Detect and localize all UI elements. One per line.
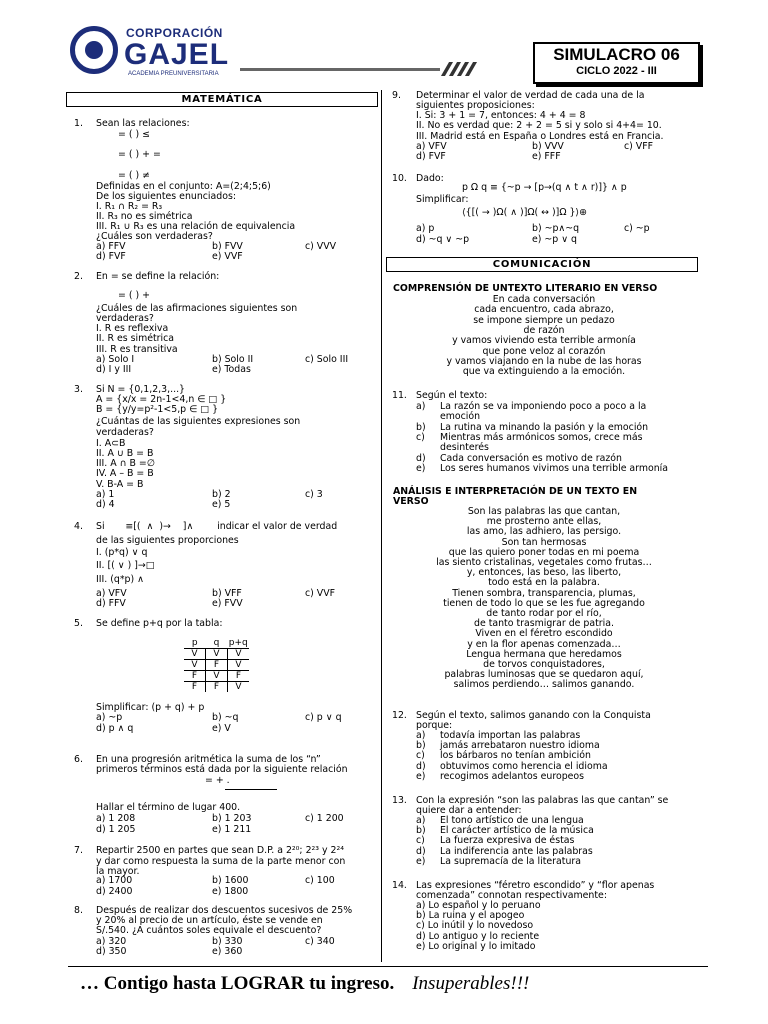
- poem-line: y, entonces, las beso, las liberto,: [466, 567, 622, 579]
- question-number: 7.: [74, 845, 83, 856]
- question-text: Si ≡[( ∧ )→ ]∧ indicar el valor de verdad: [96, 521, 338, 532]
- answer-option: a) VFV: [96, 588, 127, 599]
- poem-line: que pone veloz al corazón: [482, 345, 606, 357]
- question-text: Con la expresión “son las palabras las que cantan” se: [416, 795, 669, 806]
- column-divider: [381, 90, 382, 962]
- option-letter: b): [416, 421, 426, 433]
- question-text: II. A ∪ B = B: [96, 448, 154, 459]
- section-header-math: MATEMÁTICA: [66, 92, 378, 107]
- table-cell: F: [206, 682, 228, 693]
- option-letter: d): [416, 760, 426, 772]
- footer-rule: [68, 966, 708, 967]
- table-cell: V: [228, 660, 250, 671]
- question-text: V. B-A = B: [96, 479, 144, 490]
- answer-option: d) 4: [96, 499, 115, 510]
- answer-option: a) p: [416, 223, 435, 234]
- question-text: ¿Cuántas de las siguientes expresiones son: [96, 416, 301, 427]
- answer-option: a) 1 208: [96, 813, 136, 824]
- question-text: de las siguientes proporciones: [96, 535, 239, 546]
- answer-option: a) Solo I: [96, 354, 135, 365]
- question-text: y dar como respuesta la suma de la parte menor con: [96, 856, 346, 867]
- poem-line: que las quiero poner todas en mi poema: [448, 546, 640, 558]
- option-letter: c): [416, 750, 425, 762]
- question-text: primeros términos está dada por la siguiente relación: [96, 764, 348, 775]
- question-text: I. A⊂B: [96, 438, 126, 449]
- truth-table-row: [184, 682, 249, 693]
- question-text: siguientes proposiciones:: [416, 100, 535, 111]
- answer-option: b) ~q: [212, 712, 239, 723]
- question-number: 3.: [74, 384, 83, 395]
- footer-tagline: Insuperables!!!: [412, 973, 530, 994]
- question-text: II. [( ∨ ) ]→□: [96, 560, 155, 571]
- question-number: 2.: [74, 271, 83, 282]
- option-letter: b): [416, 740, 426, 752]
- table-cell: V: [184, 649, 206, 660]
- option-text: d) Lo antiguo y lo reciente: [416, 930, 540, 942]
- question-text: I. (p*q) ∨ q: [96, 547, 148, 558]
- answer-option: c) 3: [305, 489, 323, 500]
- question-text: verdaderas?: [96, 427, 154, 438]
- poem-line: me prosterno ante ellas,: [486, 516, 602, 528]
- answer-option: b) 330: [212, 936, 243, 947]
- answer-option: d) ~q ∨ ~p: [416, 234, 470, 245]
- table-cell: F: [206, 660, 228, 671]
- question-text: y 20% al precio de un artículo, éste se vende en: [96, 915, 323, 926]
- answer-option: e) ~p ∨ q: [532, 234, 577, 245]
- answer-option: d) 1 205: [96, 824, 136, 835]
- fraction-bar: [225, 789, 277, 790]
- option-text: recogimos adelantos europeos: [440, 770, 585, 782]
- question-text: Se define p+q por la tabla:: [96, 618, 223, 629]
- table-cell: F: [184, 671, 206, 682]
- answer-option: b) ~p∧~q: [532, 223, 580, 234]
- answer-option: c) ~p: [624, 223, 650, 234]
- question-text: III. (q*p) ∧: [96, 574, 145, 585]
- option-text: jamás arrebataron nuestro idioma: [440, 740, 600, 752]
- answer-option: b) FVV: [212, 241, 243, 252]
- table-cell: F: [184, 682, 206, 693]
- option-letter: a): [416, 401, 426, 412]
- poem-line: que va extinguiendo a la emoción.: [462, 366, 626, 378]
- poem-line: Viven en el féretro escondido: [475, 628, 613, 640]
- option-text: los bárbaros no tenían ambición: [440, 750, 591, 762]
- answer-option: b) 1600: [212, 875, 249, 886]
- question-text: Después de realizar dos descuentos sucesivos de 25%: [96, 905, 353, 916]
- answer-option: c) p ∨ q: [305, 712, 342, 723]
- answer-option: b) VFF: [212, 588, 242, 599]
- question-text: III. A ∩ B =∅: [96, 458, 155, 469]
- reading-title: ANÁLISIS E INTERPRETACIÓN DE UN TEXTO EN: [393, 486, 638, 497]
- question-text: porque:: [416, 720, 453, 731]
- poem-line: de tanto trasmigrar de patria.: [474, 618, 614, 630]
- question-text: quiere dar a entender:: [416, 805, 522, 816]
- question-text: ¿Cuáles de las afirmaciones siguientes son: [96, 303, 298, 314]
- exam-title: SIMULACRO 06: [553, 45, 680, 64]
- option-text: El carácter artístico de la música: [440, 825, 594, 837]
- question-text: = ( ) ≤: [118, 129, 150, 140]
- poem-line: Son las palabras las que cantan,: [467, 506, 621, 517]
- poem-line: En cada conversación: [492, 294, 596, 305]
- question-text: II. R₃ no es simétrica: [96, 211, 193, 222]
- option-text: La rutina va minando la pasión y la emoción: [440, 421, 649, 433]
- answer-option: b) Solo II: [212, 354, 254, 365]
- poem-line: y vamos viviendo esta terrible armonía: [452, 335, 636, 347]
- answer-option: c) VVF: [305, 588, 336, 599]
- gear-logo-icon: [70, 26, 118, 74]
- question-text: B = {y/y=p²-1<5,p ∈ □ }: [96, 404, 219, 415]
- question-number: 10.: [392, 173, 407, 184]
- section-header-communication: COMUNICACIÓN: [386, 257, 698, 272]
- answer-option: e) 5: [212, 499, 231, 510]
- answer-option: e) FFF: [532, 151, 561, 162]
- footer-slogan: [80, 972, 529, 996]
- question-text: IV. A – B = B: [96, 468, 154, 479]
- question-text: III. Madrid está en España o Londres está en Francia.: [416, 131, 664, 142]
- table-cell: V: [228, 682, 250, 693]
- question-number: 14.: [392, 880, 407, 891]
- answer-option: c) 1 200: [305, 813, 344, 824]
- question-number: 8.: [74, 905, 83, 916]
- table-cell: V: [184, 660, 206, 671]
- question-number: 11.: [392, 390, 407, 401]
- answer-option: e) 360: [212, 946, 243, 957]
- table-cell: V: [228, 649, 250, 660]
- question-text: Definidas en el conjunto: A=(2;4;5;6): [96, 181, 271, 192]
- table-cell: F: [228, 671, 250, 682]
- option-letter: a): [416, 815, 426, 826]
- answer-option: e) VVF: [212, 251, 243, 262]
- option-letter: a): [416, 730, 426, 741]
- question-number: 6.: [74, 754, 83, 765]
- answer-option: c) 340: [305, 936, 335, 947]
- question-text: comenzada” connotan respectivamente:: [416, 890, 607, 901]
- answer-option: b) 1 203: [212, 813, 252, 824]
- question-text: De los siguientes enunciados:: [96, 191, 237, 202]
- option-letter: d): [416, 452, 426, 464]
- question-text: verdaderas?: [96, 313, 154, 324]
- poem-line: las siento cristalinas, vegetales como frutas…: [436, 557, 652, 568]
- question-text: Simplificar: (p + q) + p: [96, 702, 205, 713]
- truth-table-row: [184, 649, 249, 660]
- question-text: En = se define la relación:: [96, 271, 220, 282]
- reading-title-cont: VERSO: [393, 496, 429, 507]
- option-letter: b): [416, 825, 426, 837]
- logo-tagline: ACADEMIA PREUNIVERSITARIA: [128, 71, 219, 77]
- answer-option: c) VFF: [624, 141, 653, 152]
- question-text: Sean las relaciones:: [96, 118, 190, 129]
- answer-option: a) FFV: [96, 241, 126, 252]
- truth-table-row: [184, 671, 249, 682]
- answer-option: d) FVF: [96, 251, 126, 262]
- poem-line: y vamos viajando en la nube de las horas: [446, 355, 642, 367]
- question-number: 13.: [392, 795, 407, 806]
- question-text: Hallar el término de lugar 400.: [96, 802, 241, 813]
- option-text: c) Lo inútil y lo novedoso: [416, 920, 534, 932]
- poem-line: de razón: [523, 324, 565, 336]
- option-text: La fuerza expresiva de éstas: [440, 835, 575, 847]
- option-text: Los seres humanos vivimos una terrible armonía: [440, 462, 669, 474]
- option-text: La supremacía de la literatura: [440, 855, 582, 867]
- table-header-cell: q: [213, 638, 220, 648]
- poem-line: de tanto rodar por el río,: [486, 608, 602, 619]
- answer-option: d) FVF: [416, 151, 446, 162]
- question-text: Repartir 2500 en partes que sean D.P. a 2²⁰; 2²³ y 2²⁴: [96, 845, 345, 856]
- poem-line: Tienen sombra, transparencia, plumas,: [452, 587, 636, 599]
- answer-option: e) 1 211: [212, 824, 252, 835]
- question-number: 5.: [74, 618, 83, 629]
- sum-formula: = + .: [205, 775, 230, 786]
- answer-option: a) 320: [96, 936, 127, 947]
- question-text: = ( ) ≠: [118, 170, 150, 181]
- option-text: Cada conversación es motivo de razón: [440, 452, 622, 464]
- option-text: e) Lo original y lo imitado: [416, 940, 536, 952]
- question-number: 4.: [74, 521, 83, 532]
- question-text: II. R es simétrica: [96, 333, 175, 344]
- question-text: III. R₁ ∪ R₃ es una relación de equivalencia: [96, 221, 296, 232]
- exam-cycle: CICLO 2022 - III: [576, 65, 657, 77]
- answer-option: c) VVV: [305, 241, 337, 252]
- answer-option: c) 100: [305, 875, 335, 886]
- question-number: 12.: [392, 710, 407, 721]
- answer-option: e) Todas: [212, 364, 251, 375]
- answer-option: a) VFV: [416, 141, 447, 152]
- answer-option: a) ~p: [96, 712, 123, 723]
- logo: [68, 22, 238, 78]
- option-letter: d): [416, 845, 426, 857]
- question-text: Simplificar:: [416, 194, 469, 205]
- answer-option: d) I y III: [96, 364, 132, 375]
- table-cell: V: [206, 649, 228, 660]
- answer-option: a) 1700: [96, 875, 133, 886]
- question-text: Las expresiones “féretro escondido” y “flor apenas: [416, 880, 655, 891]
- answer-option: d) FFV: [96, 598, 126, 609]
- option-letter: e): [416, 855, 426, 867]
- question-text: Dado:: [416, 173, 444, 184]
- option-text: obtuvimos como herencia el idioma: [440, 760, 608, 772]
- option-letter: c): [416, 835, 425, 847]
- answer-option: d) 2400: [96, 886, 133, 897]
- question-text: ⟨{[( → )Ω( ∧ )]Ω( ↔ )]Ω }⟩⊕: [462, 207, 587, 218]
- poem-line: salimos perdiendo… salimos ganando.: [453, 679, 635, 691]
- option-text: emoción: [440, 411, 481, 423]
- truth-table-header: [184, 638, 249, 649]
- option-text: La indiferencia ante las palabras: [440, 845, 593, 857]
- exam-title-box: [533, 42, 700, 84]
- question-text: A = {x/x = 2n-1<4,n ∈ □ }: [96, 394, 227, 405]
- footer-main: … Contigo hasta LOGRAR tu ingreso.: [80, 973, 395, 994]
- table-header-cell: p+q: [228, 638, 248, 648]
- question-text: = ( ) + =: [118, 149, 161, 160]
- question-text: I. R₁ ∩ R₂ = R₃: [96, 201, 163, 212]
- option-text: a) Lo español y lo peruano: [416, 900, 541, 911]
- question-text: Determinar el valor de verdad de cada una de la: [416, 90, 645, 101]
- option-text: La razón se va imponiendo poco a poco a la: [440, 401, 647, 412]
- question-text: ¿Cuáles son verdaderas?: [96, 231, 213, 242]
- answer-option: b) 2: [212, 489, 231, 500]
- question-number: 9.: [392, 90, 401, 101]
- answer-option: c) Solo III: [305, 354, 349, 365]
- option-text: Mientras más armónicos somos, crece más: [440, 431, 643, 443]
- option-letter: c): [416, 431, 425, 443]
- poem-line: de torvos conquistadores,: [483, 659, 605, 670]
- question-text: p Ω q ≡ {~p → [p→(q ∧ t ∧ r)]} ∧ p: [462, 182, 627, 193]
- option-text: todavía importan las palabras: [440, 730, 581, 741]
- question-number: 1.: [74, 118, 83, 129]
- question-text: S/.540. ¿A cuántos soles equivale el descuento?: [96, 925, 322, 936]
- poem-line: Son tan hermosas: [501, 536, 587, 548]
- truth-table-row: [184, 660, 249, 671]
- question-text: I. R es reflexiva: [96, 323, 169, 334]
- poem-line: cada encuentro, cada abrazo,: [474, 304, 614, 316]
- answer-option: d) p ∧ q: [96, 723, 134, 734]
- option-text: b) La ruina y el apogeo: [416, 910, 525, 922]
- logo-name: GAJEL: [124, 38, 230, 71]
- poem-line: Lengua hermana que heredamos: [466, 648, 622, 660]
- decorative-stripe: [240, 62, 530, 76]
- question-text: la mayor.: [96, 866, 140, 877]
- question-text: Si N = {0,1,2,3,...}: [96, 384, 186, 395]
- question-text: = ( ) +: [118, 290, 150, 301]
- answer-option: b) VVV: [532, 141, 564, 152]
- option-text: El tono artístico de una lengua: [440, 815, 584, 826]
- answer-option: a) 1: [96, 489, 115, 500]
- question-text: En una progresión aritmética la suma de los “n”: [96, 754, 321, 765]
- question-text: I. Si: 3 + 1 = 7, entonces: 4 + 4 = 8: [416, 110, 586, 121]
- poem-line: se impone siempre un pedazo: [473, 314, 615, 326]
- option-letter: e): [416, 462, 426, 474]
- answer-option: e) 1800: [212, 886, 249, 897]
- poem-line: palabras luminosas que se quedaron aquí,: [444, 669, 644, 681]
- answer-option: e) FVV: [212, 598, 243, 609]
- table-cell: V: [206, 671, 228, 682]
- answer-option: d) 350: [96, 946, 127, 957]
- poem-line: todo está en la palabra.: [488, 577, 600, 589]
- truth-table: [184, 638, 249, 692]
- question-text: Según el texto, salimos ganando con la Conquista: [416, 710, 651, 721]
- question-text: II. No es verdad que: 2 + 2 = 5 si y solo si 4+4= 10.: [416, 120, 662, 131]
- poem-line: y en la flor apenas comenzada…: [467, 638, 621, 650]
- poem-line: las amo, las adhiero, las persigo.: [466, 526, 622, 538]
- poem-line: tienen de todo lo que se les fue agregando: [443, 597, 645, 609]
- option-letter: e): [416, 770, 426, 782]
- option-text: desinterés: [440, 442, 489, 454]
- reading-title: COMPRENSIÓN DE UNTEXTO LITERARIO EN VERSO: [393, 283, 658, 294]
- logo-corporation: CORPORACIÓN: [126, 26, 223, 40]
- question-text: Según el texto:: [416, 390, 488, 401]
- answer-option: e) V: [212, 723, 231, 734]
- question-text: III. R es transitiva: [96, 344, 178, 355]
- table-header-cell: p: [191, 638, 198, 648]
